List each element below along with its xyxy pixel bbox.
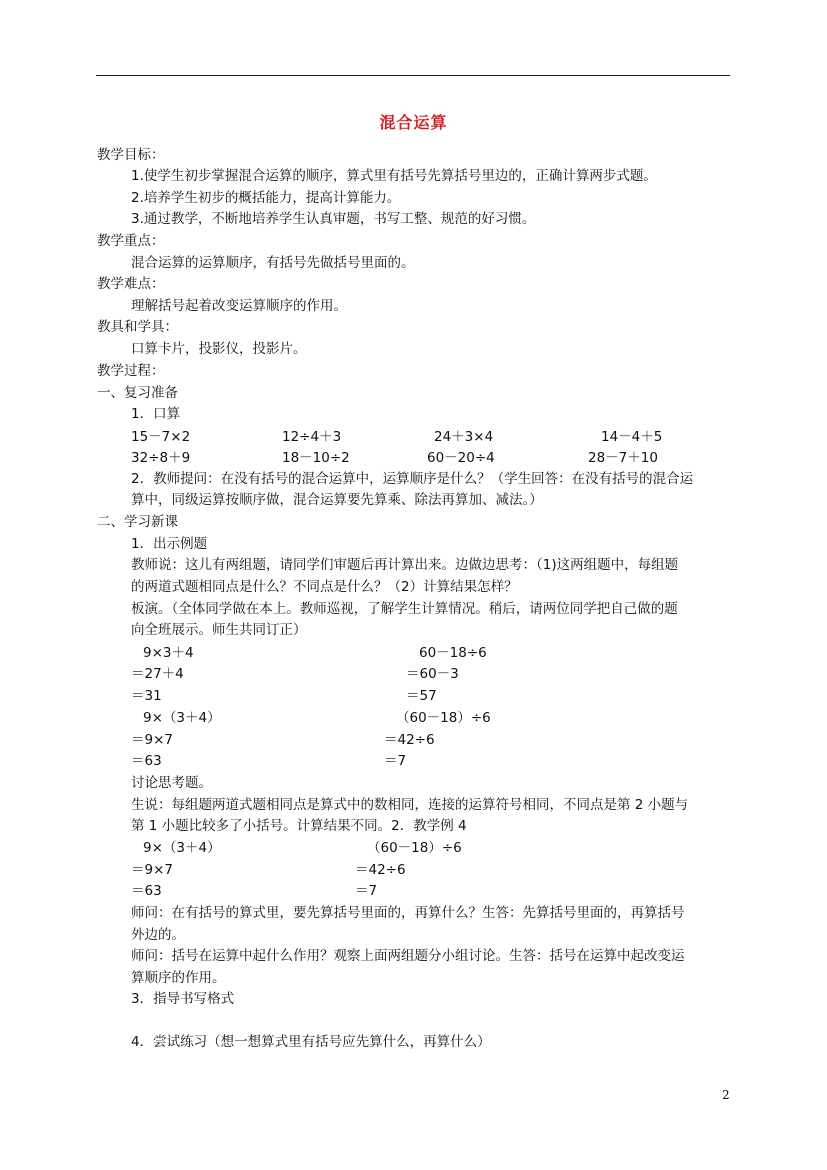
section-heading-review: 一、复习准备 [97,385,178,401]
paragraph-line: 向全班展示。师生共同订正） [131,622,307,638]
objective-item: 2.培养学生初步的概括能力，提高计算能力。 [131,190,401,206]
equation-line: ＝60－3 [406,666,459,682]
equation-line: ＝31 [131,688,162,704]
equation-line: ＝42÷6 [355,862,406,878]
equation-line: ＝7 [384,753,407,769]
review-question: 算中，同级运算按顺序做，混合运算要先算乘、除法再算加、减法。） [131,492,543,508]
key-points-heading: 教学重点： [97,233,165,249]
oral-problem: 15－7×2 [131,429,191,445]
paragraph-line: 师问：在有括号的算式里，要先算括号里面的，再算什么？生答：先算括号里面的，再算括号 [131,905,685,921]
equation-line: 60－18÷6 [419,645,487,661]
objective-item: 3.通过教学，不断地培养学生认真审题，书写工整、规范的好习惯。 [131,211,536,227]
paragraph-line: 第 1 小题比较多了小括号。计算结果不同。2．教学例 4 [131,818,467,834]
equation-line: 9×3＋4 [143,645,194,661]
review-question: 2．教师提问：在没有括号的混合运算中，运算顺序是什么？（学生回答：在没有括号的混合运 [131,471,694,487]
equation-line: 9×（3＋4） [143,840,221,856]
paragraph-line: 教师说：这儿有两组题，请同学们审题后再计算出来。边做边思考：（1)这两组题中，每组题 [131,557,679,573]
paragraph-line: 生说：每组题两道式题相同点是算式中的数相同，连接的运算符号相同，不同点是第 2 小题与 [131,797,689,813]
section-heading-new: 二、学习新课 [97,514,178,530]
paragraph-line: 师问：括号在运算中起什么作用？观察上面两组题分小组讨论。生答：括号在运算中起改变运 [131,948,685,964]
subsection-practice: 4．尝试练习（想一想算式里有括号应先算什么，再算什么） [131,1034,491,1050]
paragraph-line: 讨论思考题。 [131,775,212,791]
oral-problem: 18－10÷2 [282,450,350,466]
paragraph-line: 板演。（全体同学做在本上。教师巡视，了解学生计算情况。稍后，请两位同学把自己做的题 [131,601,678,617]
paragraph-line: 的两道式题相同点是什么？不同点是什么？（2）计算结果怎样？ [131,579,518,595]
oral-problem: 12÷4＋3 [282,429,342,445]
difficulties-heading: 教学难点： [97,276,165,292]
oral-problem: 32÷8＋9 [131,450,191,466]
page-number: 2 [722,1088,730,1102]
process-heading: 教学过程： [97,363,165,379]
subsection-example: 1．出示例题 [131,536,208,552]
equation-line: ＝7 [355,883,378,899]
subsection-format: 3．指导书写格式 [131,991,235,1007]
page-title: 混合运算 [379,113,448,132]
paragraph-line: 算顺序的作用。 [131,970,226,986]
equation-line: 9×（3＋4） [143,710,221,726]
objective-item: 1.使学生初步掌握混合运算的顺序，算式里有括号先算括号里边的，正确计算两步式题。 [131,168,657,184]
equation-line: ＝63 [131,753,162,769]
equation-line: ＝42÷6 [384,732,435,748]
equation-line: ＝27＋4 [131,666,184,682]
key-points-text: 混合运算的运算顺序，有括号先做括号里面的。 [131,255,415,271]
equation-line: ＝63 [131,883,162,899]
tools-text: 口算卡片，投影仪，投影片。 [131,341,307,357]
oral-problem: 24＋3×4 [434,429,494,445]
equation-line: ＝9×7 [131,732,173,748]
oral-problem: 60－20÷4 [427,450,495,466]
difficulties-text: 理解括号起着改变运算顺序的作用。 [131,298,347,314]
paragraph-line: 外边的。 [131,927,185,943]
oral-problem: 28－7＋10 [588,450,658,466]
equation-line: （60－18）÷6 [367,840,462,856]
subsection-oral: 1．口算 [131,406,181,422]
equation-line: （60－18）÷6 [396,710,491,726]
equation-line: ＝57 [406,688,437,704]
oral-problem: 14－4＋5 [601,429,663,445]
objectives-heading: 教学目标： [97,147,165,163]
tools-heading: 教具和学具： [97,319,178,335]
header-rule [96,75,730,76]
equation-line: ＝9×7 [131,862,173,878]
